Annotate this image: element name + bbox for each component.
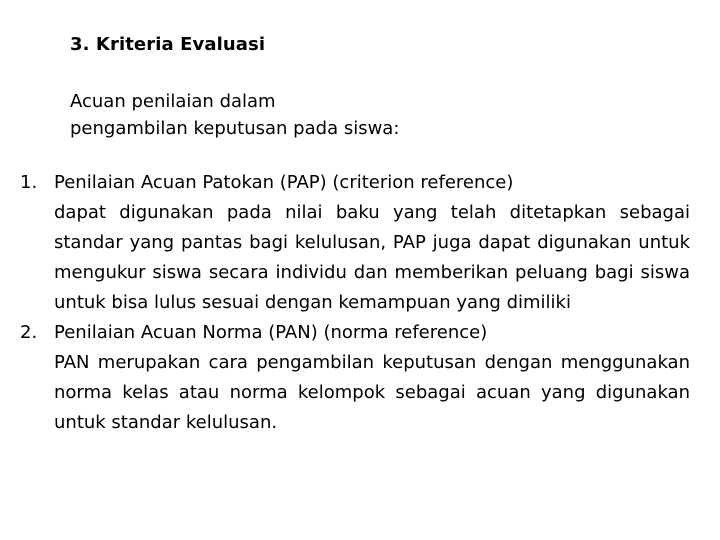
list-item-title: Penilaian Acuan Norma (PAN) (norma reference) — [54, 322, 488, 343]
list-item-body: PAN merupakan cara pengambilan keputusan dengan menggunakan norma kelas atau norma kelompok sebagai acuan yang digunakan untuk standar kelulusan. — [54, 352, 690, 433]
list-item-title: Penilaian Acuan Patokan (PAP) (criterion reference) — [54, 172, 514, 193]
page-title: 3. Kriteria Evaluasi — [70, 34, 266, 55]
list-item-number: 1. — [20, 172, 38, 193]
criteria-list — [20, 168, 690, 438]
intro-line-2: pengambilan keputusan pada siswa: — [70, 118, 400, 139]
list-item-number: 2. — [20, 322, 38, 343]
intro-text — [70, 88, 399, 142]
list-item — [20, 168, 690, 318]
list-item-body: dapat digunakan pada nilai baku yang telah ditetapkan sebagai standar yang pantas bagi kelulusan, PAP juga dapat digunakan untuk mengukur siswa secara individu dan memberikan peluang bagi siswa untuk bisa lulus sesuai dengan kemampuan yang dimiliki — [54, 202, 690, 313]
list-item — [20, 318, 690, 438]
intro-line-1: Acuan penilaian dalam — [70, 91, 276, 112]
